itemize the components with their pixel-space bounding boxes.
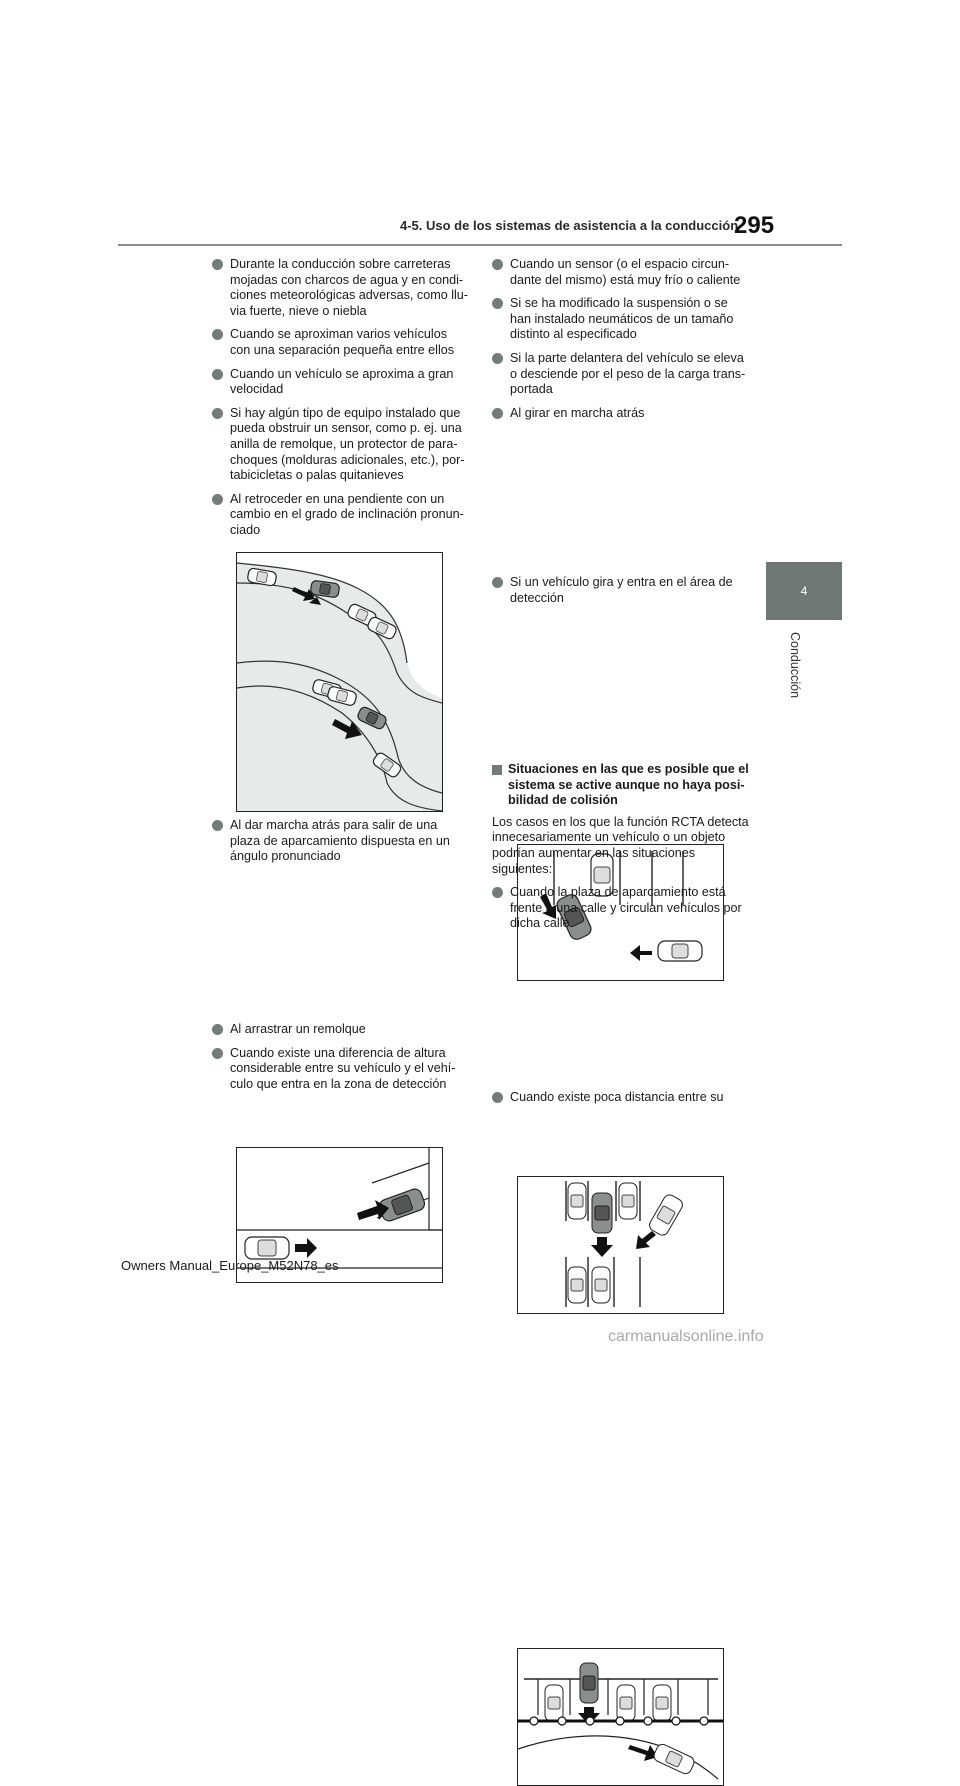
right-column-mid [492, 575, 750, 614]
list-item: Al dar marcha atrás para salir de una plaza de aparcamiento dispuesta en un ángulo pronunciado [212, 818, 468, 865]
list-item: Cuando existe una diferencia de altura considerable entre su vehículo y el vehí-culo que entra en la zona de detección [212, 1046, 468, 1093]
right-column-bottom [492, 762, 750, 940]
bullet-dot-icon [492, 577, 503, 588]
figure-parking-facing-street [517, 1648, 724, 1786]
list-item: Si la parte delantera del vehículo se eleva o desciende por el peso de la carga trans-portada [492, 351, 750, 398]
bullet-dot-icon [212, 820, 223, 831]
bullet-dot-icon [212, 1048, 223, 1059]
list-item: Si se ha modificado la suspensión o se han instalado neumáticos de un tamaño distinto al especificado [492, 296, 750, 343]
header-divider [118, 244, 842, 246]
subheading: Situaciones en las que es posible que el sistema se active aunque no haya posi-bilidad de colisión [492, 762, 750, 809]
list-item: Si un vehículo gira y entra en el área de detección [492, 575, 750, 606]
bullet-dot-icon [492, 887, 503, 898]
watermark: carmanualsonline.info [608, 1328, 764, 1345]
chapter-number: 4 [800, 584, 808, 598]
bullet-dot-icon [212, 1024, 223, 1035]
list-item: Cuando un sensor (o el espacio circun-dante del mismo) está muy frío o caliente [492, 257, 750, 288]
list-item: Durante la conducción sobre carreteras mojadas con charcos de agua y en condi-ciones meteorológicas adversas, como llu-via fuerte, nieve o niebla [212, 257, 468, 319]
bullet-dot-icon [212, 329, 223, 340]
right-column [492, 257, 750, 429]
section-title: 4-5. Uso de los sistemas de asistencia a la conducción [400, 218, 739, 233]
figure-vehicle-entering-area [517, 1176, 724, 1314]
chapter-name: Conducción [788, 632, 802, 699]
list-item: Cuando existe poca distancia entre su [492, 1090, 750, 1106]
list-item: Al girar en marcha atrás [492, 406, 750, 422]
list-item: Cuando la plaza de aparcamiento está frente a una calle y circulan vehículos por dicha calle [492, 885, 750, 932]
list-item: Cuando un vehículo se aproxima a gran velocidad [212, 367, 468, 398]
bullet-dot-icon [492, 1092, 503, 1103]
square-bullet-icon [492, 765, 502, 775]
list-item: Cuando se aproximan varios vehículos con una separación pequeña entre ellos [212, 327, 468, 358]
left-column [212, 257, 468, 547]
page-number: 295 [734, 212, 775, 239]
chapter-tab[interactable] [766, 562, 842, 620]
left-column-mid [212, 818, 468, 873]
bullet-dot-icon [492, 259, 503, 270]
bullet-dot-icon [492, 353, 503, 364]
figure-slope-traffic [236, 552, 443, 812]
list-item: Al arrastrar un remolque [212, 1022, 468, 1038]
bullet-dot-icon [212, 494, 223, 505]
left-column-bottom [212, 1022, 468, 1100]
bullet-dot-icon [492, 408, 503, 419]
list-item: Al retroceder en una pendiente con un cambio en el grado de inclinación pronun-ciado [212, 492, 468, 539]
right-column-end [492, 1090, 750, 1114]
manual-name: Owners Manual_Europe_M52N78_es [121, 1258, 339, 1273]
bullet-dot-icon [212, 408, 223, 419]
bullet-dot-icon [212, 369, 223, 380]
list-item: Si hay algún tipo de equipo instalado que pueda obstruir un sensor, como p. ej. una anilla de remolque, un protector de para-choques (molduras adicionales, etc.), por-tabicicletas o palas quitanieves [212, 406, 468, 484]
paragraph: Los casos en los que la función RCTA detecta innecesariamente un vehículo o un objeto podrían aumentar en las situaciones siguientes: [492, 814, 749, 876]
bullet-dot-icon [212, 259, 223, 270]
bullet-dot-icon [492, 298, 503, 309]
chapter-label [788, 632, 802, 712]
